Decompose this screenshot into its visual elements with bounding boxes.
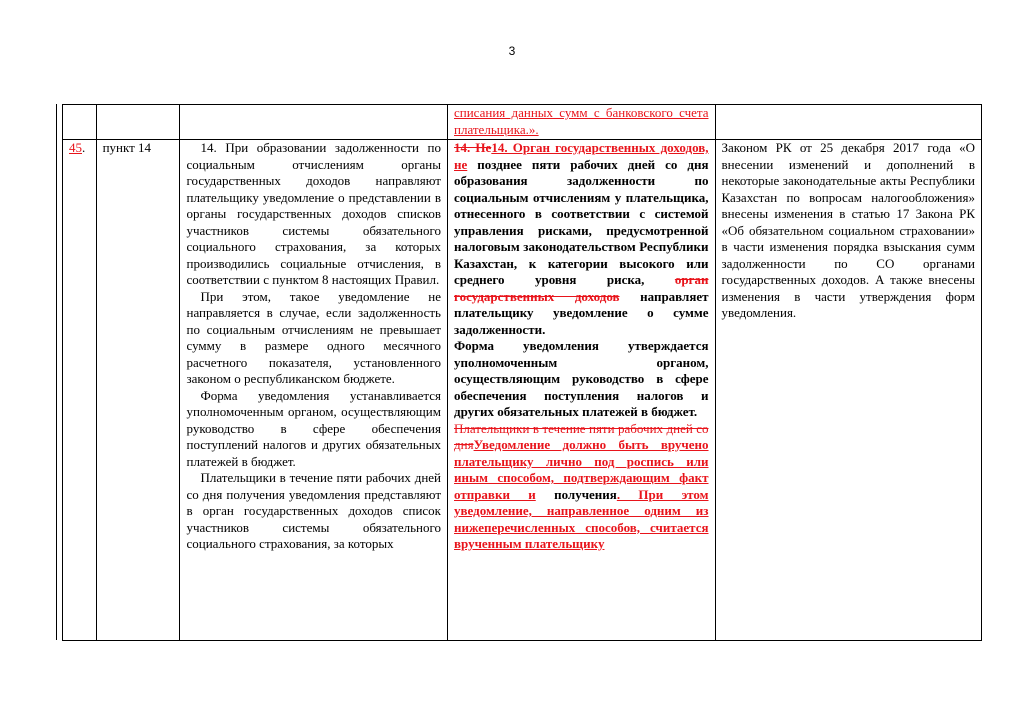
cell-number xyxy=(63,140,97,641)
cell-old-text xyxy=(180,140,448,641)
new-text-4: получения xyxy=(535,486,617,502)
deleted-text-3: Плательщики в течение пяти рабочих дней со дня xyxy=(454,420,709,452)
continuation-text: списания данных сумм с банковского счета плательщика.». xyxy=(454,105,709,137)
cell-old-empty xyxy=(180,105,448,140)
amendment-table xyxy=(62,104,982,641)
cell-reason xyxy=(715,140,981,641)
row-number-dot: . xyxy=(82,140,86,155)
reason-text: Законом РК от 25 декабря 2017 года «О внесении изменений и дополнений в некоторые законодательные акты Республики Казахстан по вопросам налогообложения» внесены изменения в статью 17 Закона РК «Об обязательном социальном страховании» в части изменения порядка взыскания сумм задолженности по СО органами государственных доходов. А также внесены изменения в части утверждения форм уведомления. xyxy=(721,140,975,320)
new-text-1: позднее пяти рабочих дней со дня образования задолженности по социальным отчислениям у плательщика, отнесенного в соответствии с системой управления рисками, предусмотренной налоговым законодательством Республики Казахстан, к категории высокого или среднего уровня риска, xyxy=(454,156,709,287)
cell-new-continuation xyxy=(448,105,716,140)
old-paragraph-1: 14. При образовании задолженности по социальным отчислениям органы государственных доходов направляют плательщику уведомление о представлении в органы государственных доходов списков участников системы обязательного социального страхования, за которых производились социальные отчисления, в соответствии с пунктом 8 настоящих Правил. xyxy=(186,140,441,287)
old-paragraph-3: Форма уведомления устанавливается уполномоченным органом, осуществляющим руководство в сфере обеспечения поступлений налогов и других обязательных платежей в бюджет. xyxy=(186,387,441,469)
cell-number-empty xyxy=(63,105,97,140)
new-text-2: направляет плательщику уведомление о сумме задолженности. xyxy=(454,288,709,337)
cell-reason-empty xyxy=(715,105,981,140)
page-number: 3 xyxy=(508,44,516,58)
cell-point-empty xyxy=(96,105,180,140)
inserted-text-2: Уведомление должно быть вручено плательщику лично под роспись или иным способом, подтверждающим факт отправки и xyxy=(454,437,709,502)
cell-new-text xyxy=(448,140,716,641)
old-paragraph-2: При этом, такое уведомление не направляется в случае, если задолженность по социальным отчислениям не превышает сумму в размере одного месячного расчетного показателя, установленного законом о республиканском бюджете. xyxy=(186,288,441,386)
inserted-text-1: 14. Орган государственных доходов, не xyxy=(454,140,709,172)
inserted-text-3: . При этом уведомление, направленное одним из нижеперечисленных способов, считается врученным плательщику xyxy=(454,486,709,551)
deleted-text-2: орган государственных доходов xyxy=(454,272,709,304)
row-number[interactable]: 45 xyxy=(69,140,82,155)
table-row xyxy=(63,140,982,641)
old-paragraph-4: Плательщики в течение пяти рабочих дней со дня получения уведомления представляют в орган государственных доходов список участников системы обязательного социального страхования, за которых xyxy=(186,470,441,551)
new-text-3: Форма уведомления утверждается уполномоченным органом, осуществляющим руководство в сфере обеспечения поступления налогов и других обязательных платежей в бюджет. xyxy=(454,338,709,419)
point-label: пункт 14 xyxy=(102,140,152,155)
left-margin-rule xyxy=(56,104,57,640)
cell-point xyxy=(96,140,180,641)
deleted-text-1: 14. Не xyxy=(454,140,492,155)
table-row-continuation xyxy=(63,105,982,140)
